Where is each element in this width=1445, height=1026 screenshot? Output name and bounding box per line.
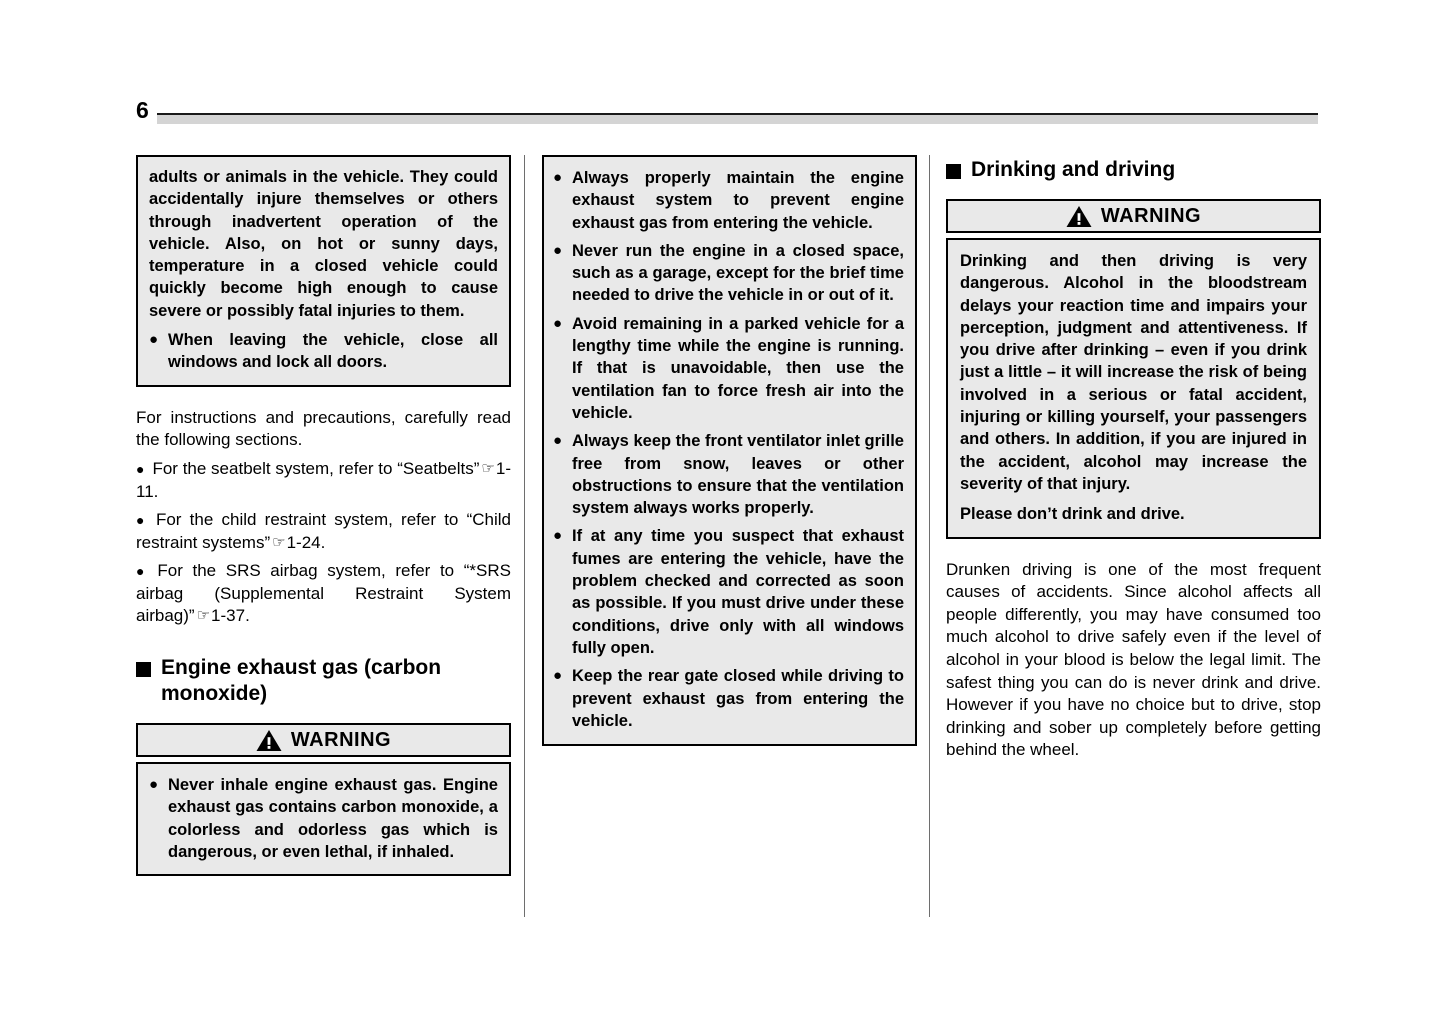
reference-item-page: 1-11.: [136, 458, 511, 502]
warning-header-col1: [136, 723, 511, 757]
reference-item-page: 1-37.: [211, 606, 250, 626]
warning-bullet-text: Never run the engine in a closed space, such as a garage, except for the brief time needed to drive the vehicle in or out of it.: [572, 241, 904, 305]
column-divider-2: [929, 155, 930, 917]
warning-bullet-item: [553, 240, 904, 307]
warning-triangle-icon: [256, 729, 282, 752]
round-bullet-icon: ●: [149, 776, 159, 794]
square-bullet-icon: [946, 164, 961, 179]
column-3: [946, 155, 1321, 762]
reference-item-page: 1-24.: [286, 532, 326, 552]
column-1: [136, 155, 511, 876]
warning-paragraph-closing: Please don’t drink and drive.: [960, 505, 1185, 524]
reference-item-text: For the child restraint system, refer to “Child restraint systems”: [136, 510, 511, 552]
round-bullet-icon: ●: [149, 331, 159, 349]
warning-triangle-icon: [1066, 205, 1092, 228]
round-bullet-icon: ●: [136, 512, 148, 529]
warning-header-label: WARNING: [1100, 205, 1202, 227]
warning-bullet-item: [149, 774, 498, 863]
warning-box-drinking-and-driving: [946, 238, 1321, 539]
round-bullet-icon: ●: [553, 432, 563, 450]
warning-bullet-item: [553, 167, 904, 234]
warning-bullet-text: Keep the rear gate closed while driving to prevent exhaust gas from entering the vehicle.: [572, 667, 904, 730]
round-bullet-icon: ●: [136, 460, 145, 477]
reference-item-child-restraint: [136, 509, 511, 555]
warning-box-engine-exhaust: [136, 762, 511, 876]
page-number: 6: [136, 97, 149, 123]
warning-continued-paragraph: adults or animals in the vehicle. They could accidentally injure themselves or others through inadvertent operation of the vehicle. Also, on hot or sunny days, temperature in a closed vehicle could quickly become high enough to cause severe or possibly fatal injuries to them.: [149, 168, 498, 320]
page-body: [136, 155, 1321, 925]
warning-bullet-text: Always keep the front ventilator inlet grille free from snow, leaves or other obstructions to ensure that the ventilation system always works properly.: [572, 432, 904, 518]
warning-box-continued-col2: [542, 155, 917, 746]
pointing-hand-icon: ☞: [196, 607, 211, 625]
warning-bullet-text: If at any time you suspect that exhaust fumes are entering the vehicle, have the problem checked and corrected as soon as possible. If you must drive under these conditions, drive only with all windows fully open.: [572, 527, 904, 657]
intro-paragraph: For instructions and precautions, carefully read the following sections.: [136, 407, 511, 450]
header-rule: [157, 113, 1318, 124]
body-paragraph-drunken-driving: Drunken driving is one of the most frequent causes of accidents. Since alcohol affects all people differently, you may have consumed too much alcohol to drive safely even if the level of alcohol in your blood is below the legal limit. The safest thing you can do is never drink and drive. However if you have no choice but to drive, stop drinking and sober up completely before getting behind the wheel.: [946, 559, 1321, 760]
round-bullet-icon: ●: [553, 241, 563, 259]
warning-paragraph: Drinking and then driving is very dangerous. Alcohol in the bloodstream delays your reaction time and impairs your perception, judgment and attentiveness. If you drive after drinking – even if you drink just a little – it will increase the risk of being involved in a serious or fatal accident, injuring or killing yourself, your passengers and others. In addition, if you are injured in the accident, alcohol may increase the severity of that injury.: [960, 252, 1307, 493]
column-divider-1: [524, 155, 525, 917]
round-bullet-icon: ●: [553, 169, 563, 186]
warning-bullet-item: [553, 313, 904, 424]
round-bullet-icon: ●: [553, 527, 563, 545]
column-2: [542, 155, 917, 746]
warning-box-continued-col1: [136, 155, 511, 387]
section-heading-drinking-and-driving: [946, 157, 1321, 183]
pointing-hand-icon: ☞: [481, 459, 495, 477]
reference-item-seatbelts: [136, 458, 511, 504]
warning-bullet-item: [553, 525, 904, 659]
section-heading-engine-exhaust-gas: [136, 655, 511, 707]
reference-item-text: For the SRS airbag system, refer to “*SRS airbag (Supplemental Restraint System airbag)”: [136, 561, 511, 626]
warning-header-label: WARNING: [290, 729, 392, 752]
pointing-hand-icon: ☞: [272, 533, 286, 551]
square-bullet-icon: [136, 662, 151, 677]
warning-bullet-text: When leaving the vehicle, close all windows and lock all doors.: [168, 331, 498, 372]
warning-header-col3: [946, 199, 1321, 233]
round-bullet-icon: ●: [553, 314, 563, 332]
reference-item-text: For the seatbelt system, refer to “Seatbelts”: [152, 458, 480, 478]
warning-bullet-item: [149, 329, 498, 374]
warning-bullet-text: Always properly maintain the engine exhaust system to prevent engine exhaust gas from entering the vehicle.: [572, 169, 904, 232]
warning-bullet-item: [553, 430, 904, 519]
round-bullet-icon: ●: [136, 563, 150, 580]
warning-bullet-item: [553, 665, 904, 732]
reference-item-srs-airbag: [136, 560, 511, 629]
round-bullet-icon: ●: [553, 667, 563, 685]
section-heading-label: Drinking and driving: [971, 158, 1176, 181]
warning-bullet-text: Avoid remaining in a parked vehicle for a lengthy time while the engine is running. If that is unavoidable, then use the ventilation fan to force fresh air into the vehicle.: [572, 314, 904, 422]
section-heading-label: Engine exhaust gas (carbon monoxide): [161, 656, 442, 706]
warning-bullet-text: Never inhale engine exhaust gas. Engine exhaust gas contains carbon monoxide, a colorless and odorless gas which is dangerous, or even lethal, if inhaled.: [168, 776, 498, 861]
